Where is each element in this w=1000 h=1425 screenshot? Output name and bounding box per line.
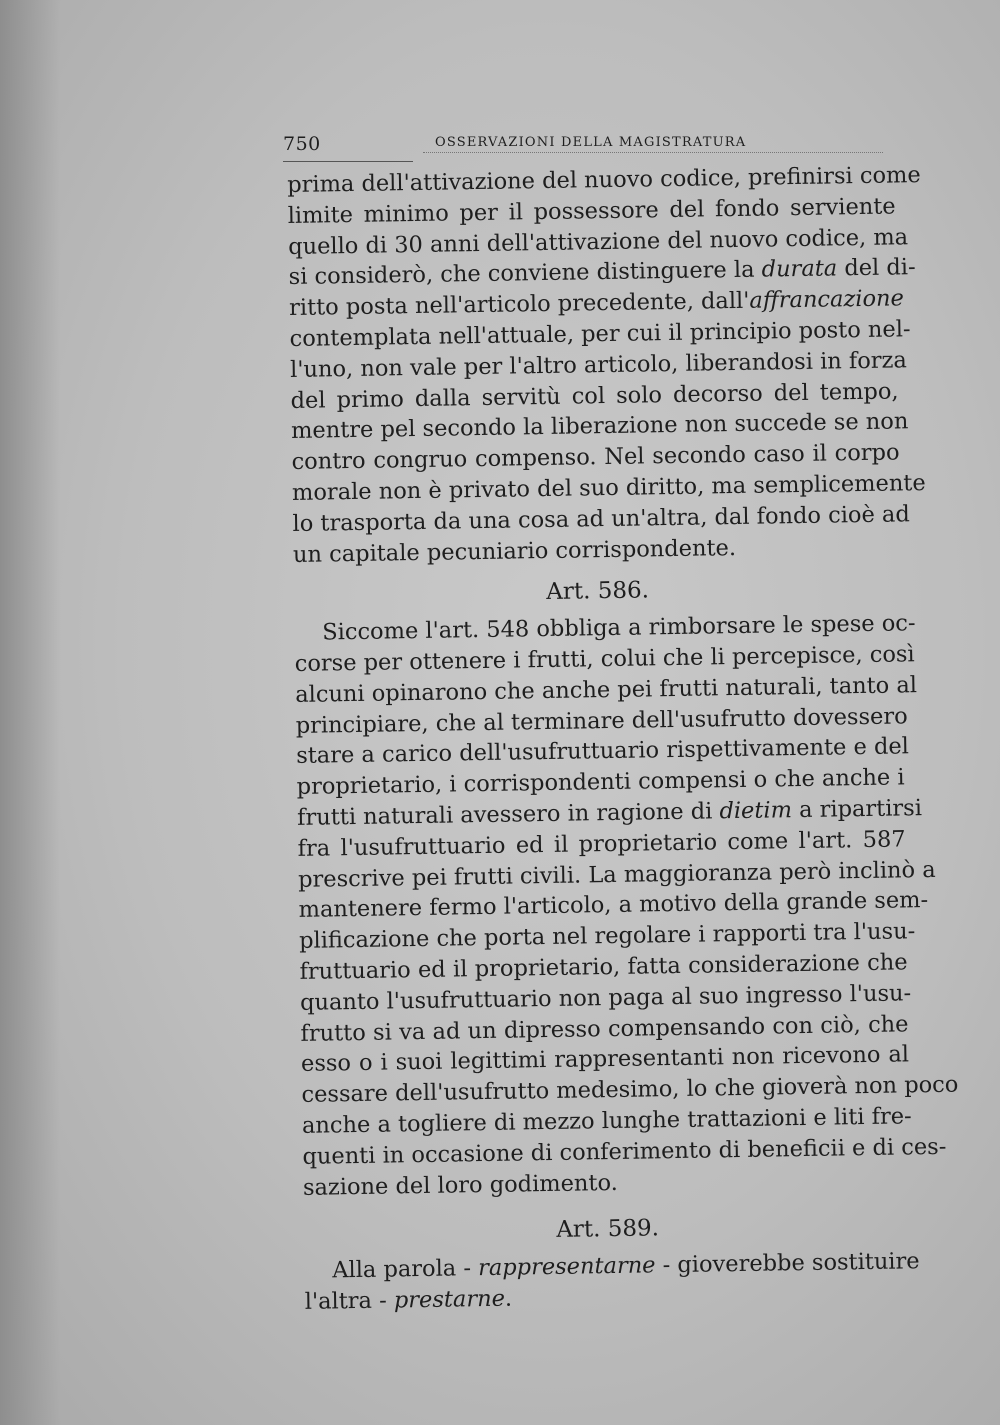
text-line: mentre pel secondo la liberazione non succede se non <box>290 408 909 445</box>
text-line: si considerò, che conviene distinguere la durata del di- <box>288 254 916 291</box>
italic-term: dietim <box>719 797 793 825</box>
text-line: morale non è privato del suo diritto, ma semplicemente <box>291 469 926 506</box>
text-line: Alla parola - rappresentarne - gioverebbe sostituire <box>332 1248 920 1284</box>
text-line: del primo dalla servitù col solo decorso del tempo, <box>290 378 899 414</box>
italic-term: prestarne <box>393 1285 506 1314</box>
text-line: alcuni opinarono che anche pei frutti naturali, tanto al <box>295 671 918 708</box>
text-line: ritto posta nell'articolo precedente, dall'affrancazione <box>288 285 905 322</box>
text-line: Siccome l'art. 548 obbliga a rimborsare le spese oc- <box>322 610 916 646</box>
text-line: quanto l'usufruttuario non paga al suo ingresso l'usu- <box>299 980 912 1016</box>
heading-art-589: Art. 589. <box>556 1215 660 1244</box>
text-line: anche a togliere di mezzo lunghe trattazioni e liti fre- <box>301 1103 912 1139</box>
text-line: contemplata nell'attuale, per cui il principio posto nel- <box>289 316 911 352</box>
header-dotted-rule <box>423 152 883 153</box>
text-line: l'uno, non vale per l'altro articolo, liberandosi in forza <box>289 347 908 383</box>
text-line: cessare dell'usufrutto medesimo, lo che gioverà non poco <box>301 1071 959 1108</box>
text-line: stare a carico dell'usufruttuario rispettivamente e del <box>296 733 910 770</box>
page-number: 750 <box>283 133 321 155</box>
text-line: limite minimo per il possessore del fondo serviente <box>287 193 896 229</box>
text-line: fra l'usufruttuario ed il proprietario come l'art. 587 <box>297 826 906 862</box>
paragraph-1 <box>287 160 926 570</box>
text-line: quenti in occasione di conferimento di beneficii e di ces- <box>302 1133 947 1170</box>
italic-term: affrancazione <box>749 285 905 314</box>
text-line: l'altra - prestarne. <box>304 1285 513 1315</box>
text-line: mantenere fermo l'articolo, a motivo della grande sem- <box>298 887 929 924</box>
text-line: corse per ottenere i frutti, colui che li percepisce, così <box>294 641 915 677</box>
page-header <box>283 131 893 161</box>
paragraph-art-589 <box>304 1246 920 1317</box>
text-line: esso o i suoi legittimi rappresentanti non ricevono al <box>300 1041 910 1078</box>
text-line: fruttuario ed il proprietario, fatta considerazione che <box>299 949 908 985</box>
header-rule <box>283 161 413 162</box>
text-line: prima dell'attivazione del nuovo codice, prefinirsi come <box>287 162 921 198</box>
text-line: principiare, che al terminare dell'usufrutto dovessero <box>295 702 908 739</box>
heading-art-586: Art. 586. <box>546 577 650 606</box>
text-line: prescrive pei frutti civili. La maggioranza però inclinò a <box>297 856 936 893</box>
paragraph-art-586 <box>294 609 959 1204</box>
text-line: quello di 30 anni dell'attivazione del nuovo codice, ma <box>287 223 909 260</box>
text-line: sazione del loro godimento. <box>302 1169 618 1201</box>
text-line: contro congruo compenso. Nel secondo caso il corpo <box>291 439 900 476</box>
text-line: frutto si va ad un dipresso compensando con ciò, che <box>300 1010 909 1047</box>
italic-term: durata <box>761 255 838 283</box>
text-line: plificazione che porta nel regolare i rapporti tra l'usu- <box>298 918 916 955</box>
text-line: proprietario, i corrispondenti compensi o che anche i <box>296 764 905 801</box>
text-line: un capitale pecuniario corrispondente. <box>292 534 737 568</box>
text-line: frutti naturali avessero in ragione di dietim a ripartirsi <box>296 795 923 831</box>
italic-term: rappresentarne <box>477 1252 656 1282</box>
body-text <box>287 160 959 1317</box>
running-head: OSSERVAZIONI DELLA MAGISTRATURA <box>435 135 747 150</box>
text-line: lo trasporta da una cosa ad un'altra, dal fondo cioè ad <box>292 501 910 537</box>
